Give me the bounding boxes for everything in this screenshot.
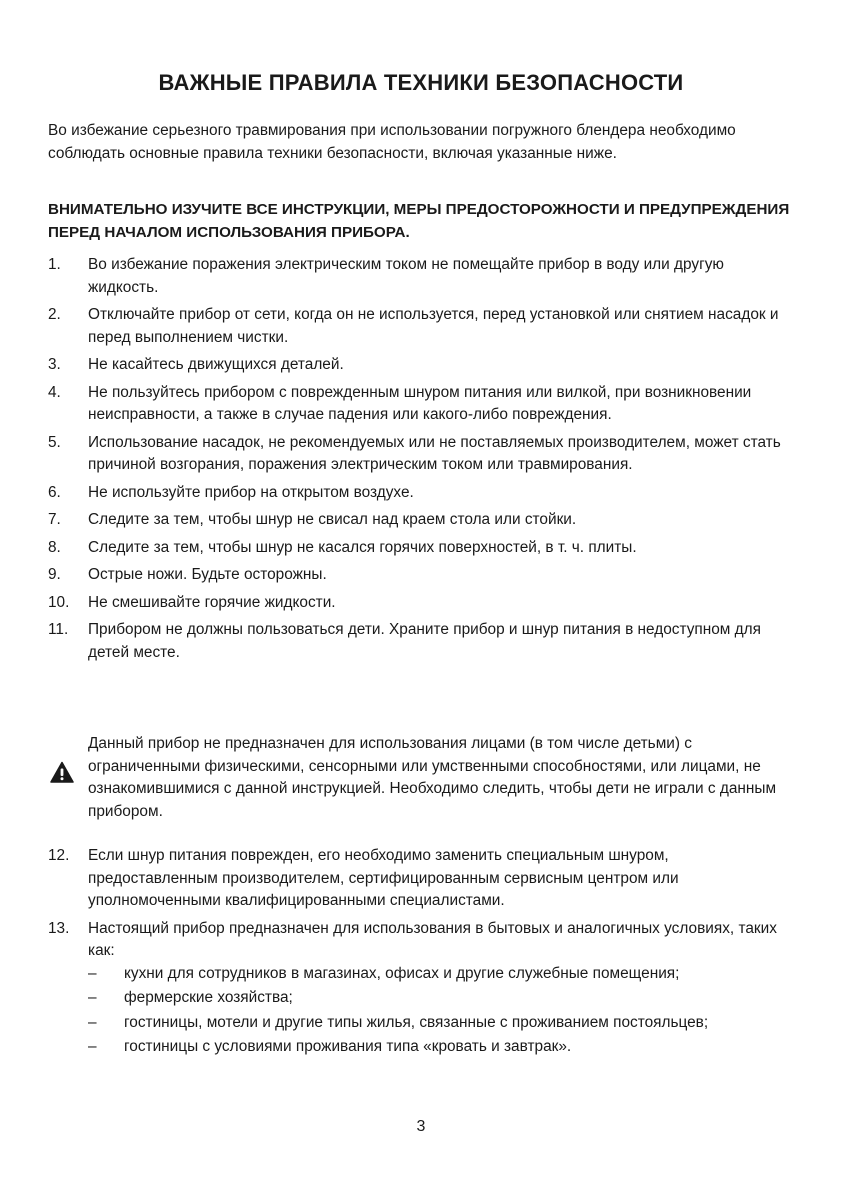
warning-note	[48, 733, 798, 823]
dash-bullet: –	[88, 1038, 97, 1055]
sub-item-text: кухни для сотрудников в магазинах, офисах и другие служебные помещения;	[124, 964, 680, 982]
sub-item-text: фермерские хозяйства;	[124, 989, 293, 1006]
dash-bullet: –	[88, 964, 97, 982]
list-item	[48, 619, 798, 664]
item-number: 7.	[48, 511, 61, 528]
intro-paragraph: Во избежание серьезного травмирования при использовании погружного блендера необходимо соблюдать основные правила техники безопасности, включая указанные ниже.	[48, 122, 736, 162]
item-text: Не смешивайте горячие жидкости.	[88, 593, 336, 611]
list-item	[48, 432, 798, 477]
sub-list-item	[88, 987, 798, 1010]
item-number: 12.	[48, 847, 70, 864]
item-text: Следите за тем, чтобы шнур не касался горячих поверхностей, в т. ч. плиты.	[88, 538, 637, 556]
list-item	[48, 354, 798, 377]
list-item	[48, 592, 798, 615]
item-number: 9.	[48, 566, 61, 583]
sub-list-item	[88, 1012, 798, 1035]
item-text: Не используйте прибор на открытом воздухе.	[88, 483, 414, 501]
item-number: 5.	[48, 433, 61, 451]
list-item	[48, 845, 798, 913]
item-number: 6.	[48, 483, 61, 501]
list-item	[48, 564, 798, 587]
list-item	[48, 509, 798, 532]
warning-note-text: Данный прибор не предназначен для использования лицами (в том числе детьми) с ограниченными физическими, сенсорными или умственными способностями, или лицами, не ознакомившимися с данной инструкцией. Необходимо следить, чтобы дети не играли с данным прибором.	[88, 735, 777, 820]
list-item	[48, 254, 798, 299]
list-item	[48, 537, 798, 560]
warning-heading: ВНИМАТЕЛЬНО ИЗУЧИТЕ ВСЕ ИНСТРУКЦИИ, МЕРЫ ПРЕДОСТОРОЖНОСТИ И ПРЕДУПРЕЖДЕНИЯ ПЕРЕД НАЧАЛОМ ИСПОЛЬЗОВАНИЯ ПРИБОРА.	[48, 201, 790, 241]
item-text: Если шнур питания поврежден, его необходимо заменить специальным шнуром, предоставленным производителем, сертифицированным сервисным центром или уполномоченными квалифицированными специалистами.	[88, 847, 679, 909]
safety-list	[48, 254, 798, 669]
item-number: 1.	[48, 256, 61, 273]
list-item	[48, 918, 798, 1059]
item-text: Использование насадок, не рекомендуемых или не поставляемых производителем, может стать причиной возгорания, поражения электрическим током или травмирования.	[88, 433, 781, 473]
dash-bullet: –	[88, 989, 97, 1006]
item-text: Во избежание поражения электрическим током не помещайте прибор в воду или другую жидкость.	[88, 256, 724, 296]
item-text: Следите за тем, чтобы шнур не свисал над краем стола или стойки.	[88, 511, 577, 528]
dash-bullet: –	[88, 1013, 97, 1031]
item-number: 8.	[48, 538, 61, 556]
item-number: 10.	[48, 593, 70, 611]
sub-list-item	[88, 963, 798, 986]
item-number: 11.	[48, 621, 69, 638]
usage-conditions-list	[88, 963, 798, 1059]
list-item	[48, 382, 798, 427]
item-text: Настоящий прибор предназначен для использования в бытовых и аналогичных условиях, таких как:	[88, 919, 777, 959]
item-number: 4.	[48, 383, 61, 401]
page-number: 3	[416, 1118, 426, 1135]
list-item	[48, 304, 798, 349]
item-text: Не касайтесь движущихся деталей.	[88, 356, 344, 373]
sub-item-text: гостиницы, мотели и другие типы жилья, связанные с проживанием постояльцев;	[124, 1013, 709, 1031]
item-number: 3.	[48, 356, 61, 373]
warning-triangle-icon	[50, 761, 74, 783]
page-title: ВАЖНЫЕ ПРАВИЛА ТЕХНИКИ БЕЗОПАСНОСТИ	[158, 70, 684, 95]
sub-list-item	[88, 1036, 798, 1059]
item-number: 13.	[48, 919, 70, 937]
safety-list-continued	[48, 845, 798, 1061]
item-number: 2.	[48, 306, 61, 323]
item-text: Острые ножи. Будьте осторожны.	[88, 566, 327, 583]
item-text: Прибором не должны пользоваться дети. Храните прибор и шнур питания в недоступном для детей месте.	[88, 621, 761, 661]
list-item	[48, 482, 798, 505]
item-text: Не пользуйтесь прибором с поврежденным шнуром питания или вилкой, при возникновении неисправности, а также в случае падения или какого-либо повреждения.	[88, 383, 752, 423]
sub-item-text: гостиницы с условиями проживания типа «кровать и завтрак».	[124, 1038, 572, 1055]
item-text: Отключайте прибор от сети, когда он не используется, перед установкой или снятием насадок и перед выполнением чистки.	[88, 306, 779, 346]
